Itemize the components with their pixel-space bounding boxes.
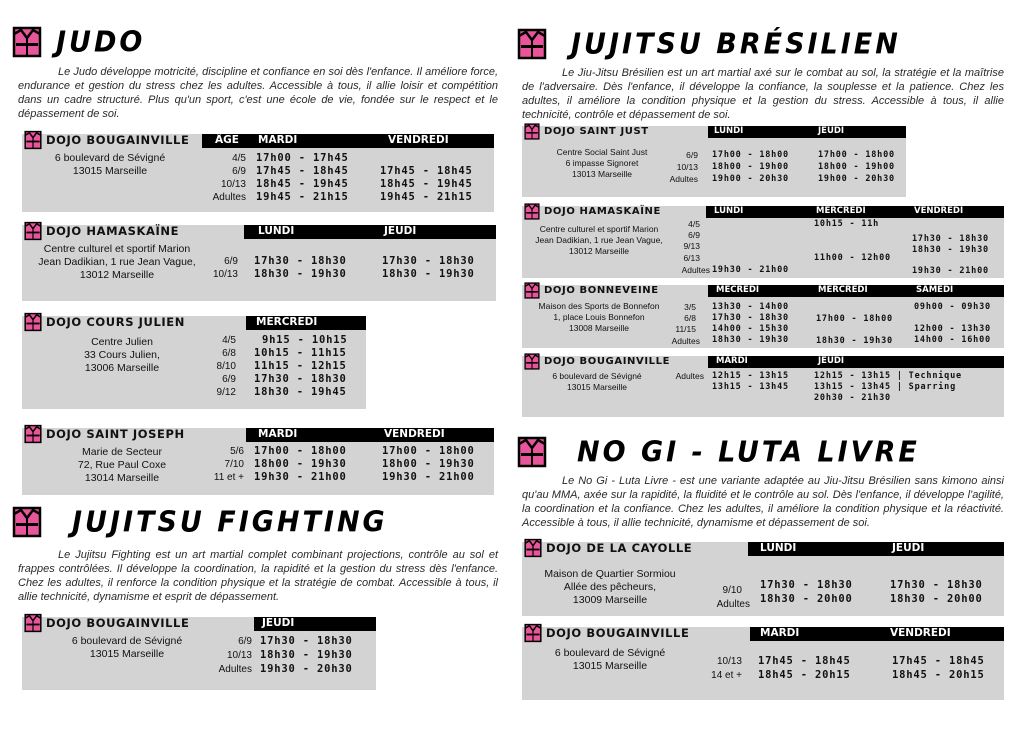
time-slot: 10h15 - 11h15 <box>254 347 347 359</box>
col-header: MERCREDI <box>256 316 318 328</box>
age: 6/13 <box>683 253 700 263</box>
age: 6/9 <box>224 256 238 267</box>
dojo-name: DOJO BOUGAINVILLE <box>24 130 189 150</box>
age: 10/13 <box>212 269 238 280</box>
age: 7/10 <box>224 459 244 470</box>
time-slot: 18h30 - 19h30 <box>712 335 789 345</box>
time-slot: 18h00 - 19h30 <box>382 458 475 470</box>
time-slot: 17h00 - 18h00 <box>712 150 789 160</box>
col-header: VENDREDI <box>384 428 445 440</box>
age: Adultes <box>671 336 700 346</box>
time-slot: 19h00 - 20h30 <box>818 174 895 184</box>
time-slot: 17h00 - 18h00 <box>818 150 895 160</box>
dojo-address: Maison des Sports de Bonnefon 1, place Louis Bonnefon 13008 Marseille <box>538 301 660 333</box>
dojo-card <box>22 316 366 409</box>
time-slot: 18h30 - 19h45 <box>254 386 347 398</box>
judo-title <box>12 26 145 58</box>
dojo-card <box>522 285 1004 348</box>
dojo-name: DOJO BOUGAINVILLE <box>524 353 670 370</box>
age: 11 et + <box>213 472 244 483</box>
kimono-icon <box>24 221 42 241</box>
col-header: VENDREDI <box>388 134 449 146</box>
time-slot: 17h30 - 18h30 <box>254 255 347 267</box>
time-slot: 17h45 - 18h45 <box>256 165 349 177</box>
time-slot: 18h30 - 19h30 <box>254 268 347 280</box>
dojo-card <box>522 126 906 197</box>
time-slot: 17h00 - 18h00 <box>816 314 893 324</box>
col-header: VENDREDI <box>914 206 964 216</box>
col-header: MARDI <box>258 134 298 146</box>
dojo-address: 6 boulevard de Sévigné 13015 Marseille <box>552 371 642 392</box>
age: 14 et + <box>711 670 742 681</box>
kimono-icon <box>517 28 547 60</box>
time-slot: 18h45 - 19h45 <box>256 178 349 190</box>
age: 9/12 <box>216 387 236 398</box>
age: Adultes <box>681 265 710 275</box>
dojo-card <box>22 428 494 495</box>
dojo-address: Centre Julien 33 Cours Julien, 13006 Marseille <box>84 336 160 374</box>
time-slot: 18h30 - 19h30 <box>382 268 475 280</box>
kimono-icon <box>524 623 542 643</box>
age: 6/9 <box>238 636 252 647</box>
section-title: JUDO <box>56 25 146 59</box>
kimono-icon <box>524 282 540 299</box>
kimono-icon <box>12 506 42 538</box>
judo-intro: Le Judo développe motricité, discipline et confiance en soi dès l'enfance. Il améliore force, endurance et gestion du stress chez les adultes. Accessible à tous, il allie loisir et compétition dans un cadre structuré. Plus qu'un sport, c'est une école de vie, fondée sur le respect et le dépassement de soi. <box>18 66 498 120</box>
kimono-icon <box>12 26 42 58</box>
col-header: ÂGE <box>215 134 239 146</box>
age: 6/8 <box>222 348 236 359</box>
age: Adultes <box>669 174 698 184</box>
age: 11/15 <box>675 324 696 334</box>
time-slot: 17h30 - 18h30 <box>760 579 853 591</box>
dojo-card <box>522 206 1004 278</box>
dojo-address: 6 boulevard de Sévigné 13015 Marseille <box>71 635 183 660</box>
age: 10/13 <box>226 650 252 661</box>
kimono-icon <box>24 424 42 444</box>
time-slot: 19h45 - 21h15 <box>380 191 473 203</box>
time-slot: 19h30 - 20h30 <box>260 663 353 675</box>
time-slot: 18h00 - 19h00 <box>712 162 789 172</box>
dojo-card <box>522 627 1004 700</box>
col-header: MERCREDI <box>818 285 868 295</box>
time-slot: 19h30 - 21h00 <box>254 471 347 483</box>
nogi-title <box>517 436 920 468</box>
time-slot: 17h30 - 18h30 <box>912 234 989 244</box>
dojo-card <box>22 134 494 212</box>
dojo-address: 6 boulevard de Sévigné 13015 Marseille <box>554 647 666 672</box>
age: 6/9 <box>222 374 236 385</box>
time-slot: 18h45 - 19h45 <box>380 178 473 190</box>
time-slot: 17h45 - 18h45 <box>380 165 473 177</box>
kimono-icon <box>24 613 42 633</box>
col-header: MARDI <box>760 627 800 639</box>
kimono-icon <box>524 538 542 558</box>
age: Adultes <box>675 371 704 381</box>
kimono-icon <box>24 130 42 150</box>
time-slot: 12h00 - 13h30 <box>914 324 991 334</box>
dojo-card <box>522 356 1004 417</box>
time-slot: 20h30 - 21h30 <box>814 393 891 403</box>
col-header: JEUDI <box>384 225 417 237</box>
dojo-name: DOJO SAINT JUST <box>524 123 649 140</box>
time-slot: 18h30 - 19h30 <box>816 336 893 346</box>
dojo-address: Centre Social Saint Just 6 impasse Signoret 13013 Marseille <box>556 147 648 179</box>
time-slot: 19h30 - 21h00 <box>382 471 475 483</box>
time-slot: 17h45 - 18h45 <box>758 655 851 667</box>
time-slot: 17h00 - 18h00 <box>382 445 475 457</box>
dojo-name: DOJO BOUGAINVILLE <box>24 613 189 633</box>
dojo-address: 6 boulevard de Sévigné 13015 Marseille <box>54 152 166 177</box>
age: 10/13 <box>716 656 742 667</box>
age: 5/6 <box>230 446 244 457</box>
time-slot: 18h30 - 20h00 <box>760 593 853 605</box>
age: 9/13 <box>683 241 700 251</box>
col-header: MECREDI <box>716 285 760 295</box>
time-slot: 13h30 - 14h00 <box>712 302 789 312</box>
dojo-card <box>22 617 376 690</box>
col-header: MERCREDI <box>816 206 866 216</box>
time-slot: 10h15 - 11h <box>814 219 880 229</box>
dojo-name: DOJO HAMASKAÏNE <box>24 221 179 241</box>
col-header: MARDI <box>716 356 748 366</box>
time-slot: 9h15 - 10h15 <box>262 334 348 346</box>
kimono-icon <box>524 203 540 220</box>
section-title: JUJITSU FIGHTING <box>72 505 388 539</box>
time-slot: 18h00 - 19h00 <box>818 162 895 172</box>
age: 8/10 <box>216 361 236 372</box>
col-header: JEUDI <box>818 356 845 366</box>
time-slot: 19h30 - 21h00 <box>712 265 789 275</box>
age: 10/13 <box>220 179 246 190</box>
age: 3/5 <box>684 302 696 312</box>
time-slot: 17h00 - 17h45 <box>256 152 349 164</box>
age: 4/5 <box>222 335 236 346</box>
col-header: VENDREDI <box>890 627 951 639</box>
time-slot: 17h30 - 18h30 <box>890 579 983 591</box>
dojo-name: DOJO BOUGAINVILLE <box>524 623 689 643</box>
time-slot: 13h15 - 13h45 | Sparring <box>814 382 957 392</box>
section-title: NO GI - LUTA LIVRE <box>577 435 920 469</box>
col-header: LUNDI <box>760 542 797 554</box>
dojo-card <box>22 225 496 301</box>
kimono-icon <box>24 312 42 332</box>
time-slot: 17h30 - 18h30 <box>712 313 789 323</box>
age: 6/9 <box>232 166 246 177</box>
bjj-title <box>517 28 901 60</box>
time-slot: 18h45 - 20h15 <box>892 669 985 681</box>
time-slot: 11h00 - 12h00 <box>814 253 891 263</box>
age: 9/10 <box>722 585 742 596</box>
time-slot: 19h45 - 21h15 <box>256 191 349 203</box>
col-header: JEUDI <box>262 617 295 629</box>
col-header: SAMEDI <box>916 285 954 295</box>
kimono-icon <box>517 436 547 468</box>
time-slot: 12h15 - 13h15 <box>712 371 789 381</box>
dojo-address: Maison de Quartier Sormiou Allée des pêcheurs, 13009 Marseille <box>544 568 676 606</box>
time-slot: 19h00 - 20h30 <box>712 174 789 184</box>
dojo-address: Marie de Secteur 72, Rue Paul Coxe 13014 Marseille <box>77 446 167 484</box>
age: 4/5 <box>688 219 700 229</box>
kimono-icon <box>524 353 540 370</box>
time-slot: 18h45 - 20h15 <box>758 669 851 681</box>
time-slot: 17h00 - 18h00 <box>254 445 347 457</box>
age: 4/5 <box>232 153 246 164</box>
time-slot: 17h30 - 18h30 <box>260 635 353 647</box>
kimono-icon <box>524 123 540 140</box>
nogi-intro: Le No Gi - Luta Livre - est une variante adaptée au Jiu-Jitsu Brésilien sans kimono ainsi qu'au MMA, axée sur la rapidité, la fluidité et le contrôle au sol. Dès l'enfance, il développe l'agilité, la coordination et la confiance. Chez les adultes, il améliore la condition physique et la réactivité. Accessible à tous, il allie technicité, dynamisme et dépassement de soi. <box>522 475 1004 529</box>
age: Adultes <box>212 192 246 203</box>
dojo-card <box>522 542 1004 616</box>
col-header: MARDI <box>258 428 298 440</box>
dojo-name: DOJO HAMASKAÏNE <box>524 203 661 220</box>
dojo-name: DOJO SAINT JOSEPH <box>24 424 185 444</box>
bjj-intro: Le Jiu-Jitsu Brésilien est un art martial axé sur le combat au sol, la stratégie et la maîtrise de l'adversaire. Dès l'enfance, il développe la confiance, la souplesse et la patience. Chez les adultes, il améliore la condition physique et la gestion du stress. Accessible à tous, il allie technicité, contrôle et dépassement de soi. <box>522 67 1004 121</box>
time-slot: 14h00 - 15h30 <box>712 324 789 334</box>
col-header: JEUDI <box>818 126 845 136</box>
col-header: LUNDI <box>714 206 744 216</box>
time-slot: 13h15 - 13h45 <box>712 382 789 392</box>
time-slot: 18h30 - 19h30 <box>912 245 989 255</box>
col-header: LUNDI <box>258 225 295 237</box>
age: Adultes <box>218 664 252 675</box>
col-header: JEUDI <box>892 542 925 554</box>
dojo-name: DOJO COURS JULIEN <box>24 312 185 332</box>
time-slot: 18h30 - 20h00 <box>890 593 983 605</box>
time-slot: 17h45 - 18h45 <box>892 655 985 667</box>
age: 6/9 <box>686 150 698 160</box>
time-slot: 11h15 - 12h15 <box>254 360 347 372</box>
time-slot: 09h00 - 09h30 <box>914 302 991 312</box>
time-slot: 17h30 - 18h30 <box>254 373 347 385</box>
dojo-address: Centre culturel et sportif Marion Jean Dadikian, 1 rue Jean Vague, 13012 Marseille <box>38 243 196 281</box>
time-slot: 12h15 - 13h15 | Technique <box>814 371 962 381</box>
dojo-name: DOJO DE LA CAYOLLE <box>524 538 692 558</box>
col-header: LUNDI <box>714 126 744 136</box>
fighting-title <box>12 506 388 538</box>
age: 10/13 <box>676 162 698 172</box>
section-title: JUJITSU BRÉSILIEN <box>571 27 901 61</box>
time-slot: 19h30 - 21h00 <box>912 266 989 276</box>
time-slot: 14h00 - 16h00 <box>914 335 991 345</box>
time-slot: 17h30 - 18h30 <box>382 255 475 267</box>
age: 6/8 <box>684 313 696 323</box>
age: Adultes <box>716 599 750 610</box>
dojo-address: Centre culturel et sportif Marion Jean Dadikian, 1 rue Jean Vague, 13012 Marseille <box>535 224 663 256</box>
time-slot: 18h30 - 19h30 <box>260 649 353 661</box>
dojo-name: DOJO BONNEVEINE <box>524 282 659 299</box>
time-slot: 18h00 - 19h30 <box>254 458 347 470</box>
age: 6/9 <box>688 230 700 240</box>
fighting-intro: Le Jujitsu Fighting est un art martial complet combinant projections, contrôle au sol et frappes contrôlées. Il développe la coordination, la rapidité et la gestion du stress dès l'enfance. Chez les adultes, il renforce la condition physique et la stratégie de combat. Accessible à tous, il allie technicité, dynamisme et esprit de dépassement. <box>18 549 498 603</box>
